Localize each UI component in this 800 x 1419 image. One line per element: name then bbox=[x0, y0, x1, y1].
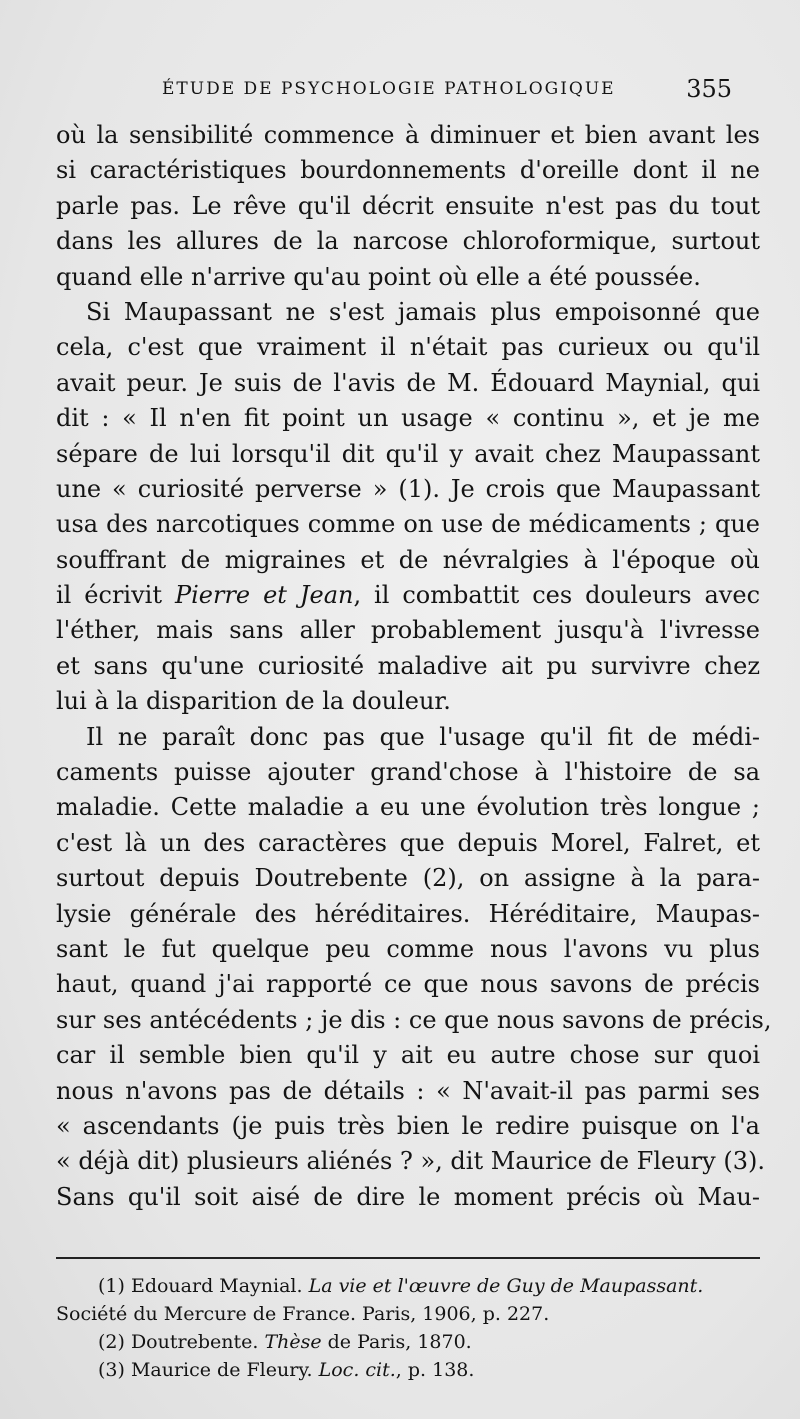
text-line: maladie. Cette maladie a eu une évolution très longue ; bbox=[56, 793, 760, 822]
text-line: dit : « Il n'en fit point un usage « continu », et je me bbox=[56, 404, 760, 433]
footnote-1-title: La vie et l'œuvre de Guy de Maupassant. bbox=[308, 1275, 704, 1297]
text-line: si caractéristiques bourdonnements d'oreille dont il ne bbox=[56, 156, 760, 185]
footnote-2-title: Thèse bbox=[264, 1331, 322, 1353]
text-line: souffrant de migraines et de névralgies à l'époque où bbox=[56, 545, 760, 574]
text-line: nous n'avons pas de détails : « N'avait-il pas parmi ses bbox=[56, 1076, 760, 1105]
text-line-with-italic-title: il écrivit Pierre et Jean, il combattit ces douleurs avec bbox=[56, 581, 761, 610]
text-line: quand elle n'arrive qu'au point où elle a été poussée. bbox=[56, 262, 701, 291]
footnote-1: (1) Edouard Maynial. La vie et l'œuvre de Guy de Maupassant. bbox=[98, 1275, 704, 1297]
page-number: 355 bbox=[686, 75, 732, 103]
text-line: lysie générale des héréditaires. Héréditaire, Maupas- bbox=[56, 899, 760, 928]
text-line: l'éther, mais sans aller probablement jusqu'à l'ivresse bbox=[56, 616, 760, 645]
text-line: car il semble bien qu'il y ait eu autre chose sur quoi bbox=[56, 1041, 760, 1070]
footnote-2: (2) Doutrebente. Thèse de Paris, 1870. bbox=[98, 1331, 472, 1353]
footnote-3: (3) Maurice de Fleury. Loc. cit., p. 138. bbox=[98, 1359, 475, 1381]
text-line: « déjà dit) plusieurs aliénés ? », dit Maurice de Fleury (3). bbox=[56, 1147, 765, 1176]
text-line: dans les allures de la narcose chloroformique, surtout bbox=[56, 227, 760, 256]
footnote-1-continuation: Société du Mercure de France. Paris, 1906, p. 227. bbox=[56, 1303, 550, 1325]
text-line: sant le fut quelque peu comme nous l'avons vu plus bbox=[56, 934, 760, 963]
page-header bbox=[0, 75, 800, 105]
text-line: cela, c'est que vraiment il n'était pas curieux ou qu'il bbox=[56, 333, 760, 362]
text-line: haut, quand j'ai rapporté ce que nous savons de précis bbox=[56, 970, 760, 999]
book-title-pierre-et-jean: Pierre et Jean bbox=[174, 581, 354, 610]
text-line: surtout depuis Doutrebente (2), on assigne à la para- bbox=[56, 864, 760, 893]
text-line: et sans qu'une curiosité maladive ait pu survivre chez bbox=[56, 651, 760, 680]
footnote-separator-rule bbox=[56, 1257, 760, 1259]
text-line: sépare de lui lorsqu'il dit qu'il y avait chez Maupassant bbox=[56, 439, 760, 468]
text-line: où la sensibilité commence à diminuer et bien avant les bbox=[56, 121, 760, 149]
footnote-3-title: Loc. cit. bbox=[318, 1359, 396, 1381]
text-line: « ascendants (je puis très bien le redire puisque on l'a bbox=[56, 1111, 760, 1140]
text-line: Si Maupassant ne s'est jamais plus empoisonné que bbox=[86, 297, 760, 326]
body-text bbox=[56, 118, 772, 1215]
text-line: sur ses antécédents ; je dis : ce que nous savons de précis, bbox=[56, 1005, 772, 1034]
text-line: caments puisse ajouter grand'chose à l'histoire de sa bbox=[56, 758, 760, 787]
text-line: parle pas. Le rêve qu'il décrit ensuite n'est pas du tout bbox=[56, 191, 760, 220]
text-line: c'est là un des caractères que depuis Morel, Falret, et bbox=[56, 828, 760, 857]
text-line: une « curiosité perverse » (1). Je crois que Maupassant bbox=[56, 474, 760, 503]
text-line: Sans qu'il soit aisé de dire le moment précis où Mau- bbox=[56, 1182, 760, 1211]
text-line: usa des narcotiques comme on use de médicaments ; que bbox=[56, 510, 760, 539]
text-line: Il ne paraît donc pas que l'usage qu'il fit de médi- bbox=[86, 722, 760, 751]
text-line: avait peur. Je suis de l'avis de M. Édouard Maynial, qui bbox=[56, 368, 760, 397]
footnotes bbox=[56, 1272, 760, 1384]
running-head: ÉTUDE DE PSYCHOLOGIE PATHOLOGIQUE bbox=[162, 79, 616, 99]
text-line: lui à la disparition de la douleur. bbox=[56, 687, 451, 716]
